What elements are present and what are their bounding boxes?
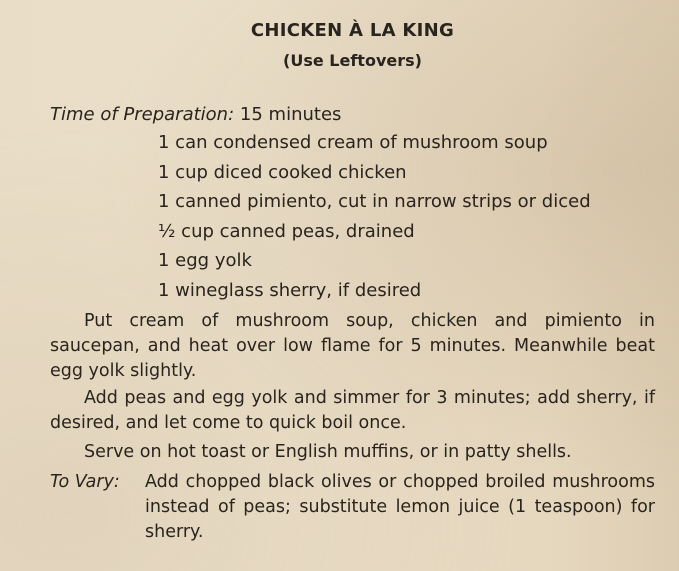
ingredient-list — [158, 132, 591, 309]
instruction-text: Add peas and egg yolk and simmer for 3 minutes; add sherry, if desired, and let come to quick boil once. — [50, 388, 655, 433]
variation-note — [50, 470, 655, 542]
instruction-text: Put cream of mushroom soup, chicken and pimiento in saucepan, and heat over low flame for 5 minutes. Meanwhile beat egg yolk slightly. — [50, 311, 655, 381]
ingredient-item: 1 canned pimiento, cut in narrow strips or diced — [158, 191, 591, 212]
ingredient-item: 1 wineglass sherry, if desired — [158, 279, 422, 301]
instruction-paragraph — [50, 440, 655, 465]
recipe-title: CHICKEN À LA KING — [250, 20, 455, 41]
variation-label: To Vary: — [50, 472, 120, 492]
ingredient-item: 1 cup diced cooked chicken — [158, 161, 407, 183]
instruction-paragraph — [50, 386, 655, 436]
ingredient-item: 1 egg yolk — [158, 250, 252, 271]
ingredient-item: 1 can condensed cream of mushroom soup — [158, 132, 548, 153]
variation-text: Add chopped black olives or chopped broiled mushrooms instead of peas; substitute lemon juice (1 teaspoon) for sherry. — [145, 472, 655, 542]
prep-time-value: 15 minutes — [239, 104, 342, 125]
instruction-text: Serve on hot toast or English muffins, or in patty shells. — [84, 442, 572, 462]
ingredient-item: ½ cup canned peas, drained — [158, 220, 415, 242]
instruction-paragraph — [50, 309, 655, 384]
recipe-subtitle: (Use Leftovers) — [283, 51, 422, 70]
prep-time-label: Time of Preparation: — [50, 104, 235, 125]
prep-time-line — [50, 104, 341, 126]
